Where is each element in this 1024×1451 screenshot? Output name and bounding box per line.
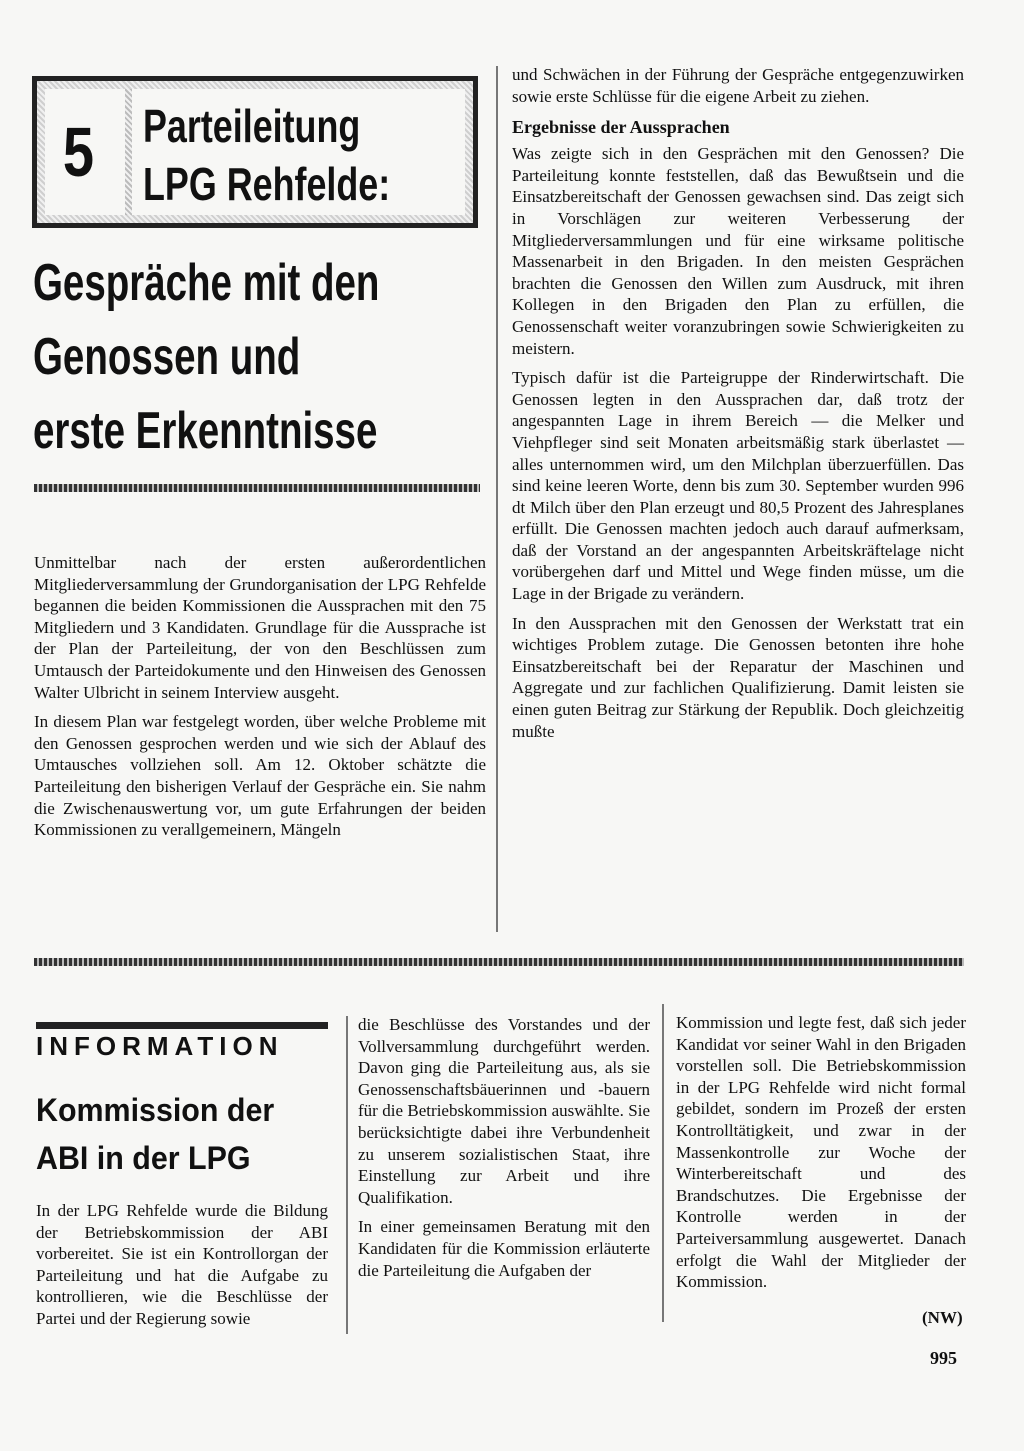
info-column-separator (662, 1004, 664, 1322)
signature: (NW) (922, 1308, 963, 1327)
info-column-3 (676, 1012, 966, 1301)
info-column-separator (346, 1016, 348, 1334)
section-heading: Ergebnisse der Aussprachen (512, 117, 730, 138)
info-title-line-2: ABI in der LPG (36, 1140, 251, 1176)
paragraph: Unmittelbar nach der ersten außerordentlichen Mitgliederversammlung der Grundorganisation der LPG Rehfelde begannen die beiden Kommissionen die Aussprachen mit den 75 Mitgliedern und 3 Kandidaten. Grundlage für die Aussprache ist der Plan der Parteileitung, der von den Beschlüssen zum Umtausch der Parteidokumente und den Hinweisen des Genossen Walter Ulbricht in seinem Interview ausgeht. (34, 553, 486, 702)
info-label: INFORMATION (36, 1022, 328, 1063)
info-column-2 (358, 1014, 650, 1289)
column-separator (496, 66, 498, 932)
title-line-3: erste Erkenntnisse (33, 402, 378, 460)
header-line-2: LPG Rehfelde: (143, 158, 391, 210)
title-rule (34, 484, 480, 492)
paragraph: In der LPG Rehfelde wurde die Bildung der Betriebskommission der ABI vorbereitet. Sie ist ein Kontrollorgan der Parteileitung und hat die Aufgabe zu kontrollieren, wie die Beschlüsse der Partei und der Regierung sowie (36, 1201, 328, 1328)
paragraph: Kommission und legte fest, daß sich jeder Kandidat vor seiner Wahl in den Brigaden vorstellen soll. Die Betriebskommission in der LPG Rehfelde wird nicht formal gebildet, sondern im Prozeß der ersten Kontrolltätigkeit, und zwar in der Massenkontrolle zur Woche der Winterbereitschaft und des Brandschutzes. Die Ergebnisse der Kontrolle werden in der Parteiversammlung ausgewertet. Danach erfolgt die Wahl der Mitglieder der Kommission. (676, 1013, 966, 1292)
page-number: 995 (930, 1348, 957, 1368)
paragraph: In den Aussprachen mit den Genossen der Werkstatt trat ein wichtiges Problem zutage. Die Genossen betonten ihre hohe Einsatzbereitschaft bei der Reparatur der Maschinen und Aggregate und zur fachlichen Qualifizierung. Damit leisten sie einen guten Beitrag zur Stärkung der Republik. Doch gleichzeitig mußte (512, 613, 964, 741)
article-title (33, 246, 379, 468)
article-header-box (32, 76, 478, 228)
article-left-column (34, 552, 486, 849)
article-header-inner (45, 89, 465, 215)
paragraph: und Schwächen in der Führung der Gespräche entgegenzuwirken sowie erste Schlüsse für die eigene Arbeit zu ziehen. (512, 65, 964, 106)
paragraph: die Beschlüsse des Vorstandes und der Vollversammlung durchgeführt werden. Davon ging die Parteileitung aus, als sie Genossenschaftsbäuerinnen und -bauern für die Betriebskommission auswählte. Sie berücksichtigte dabei ihre Verbundenheit zu unserem sozialistischen Staat, ihre Einstellung zur Arbeit und ihre Qualifikation. (358, 1015, 650, 1207)
section-divider (34, 958, 964, 966)
info-column-1 (36, 1200, 328, 1338)
info-title (36, 1086, 274, 1182)
article-number: 5 (62, 113, 95, 191)
article-right-column (512, 64, 964, 750)
title-line-2: Genossen und (33, 328, 301, 386)
paragraph: In diesem Plan war festgelegt worden, über welche Probleme mit den Genossen gesprochen werden und wie sich der Ablauf des Umtausches vollziehen soll. Am 12. Oktober schätzte die Parteileitung den bisherigen Verlauf der Gespräche ein. Sie nahm die Zwischenauswertung vor, um gute Erfahrungen der beiden Kommissionen zu verallgemeinern, Mängeln (34, 712, 486, 840)
article-header-title (143, 97, 390, 213)
header-line-1: Parteileitung (143, 100, 361, 152)
paragraph: Was zeigte sich in den Gesprächen mit den Genossen? Die Parteileitung konnte feststellen, daß das Bewußtsein und die Einsatzbereitschaft der Genossen gewachsen sind. Das zeigt sich in Vorschlägen zur weiteren Verbesserung der Mitgliederversammlungen und für eine wirksame politische Massenarbeit in den Brigaden. In den meisten Gesprächen brachten die Genossen den Willen zum Ausdruck, mit ihren Kollegen in den Brigaden den Plan zu erfüllen, die Genossenschaft weiter voranzubringen sowie Schwierigkeiten zu meistern. (512, 144, 964, 358)
header-separator (125, 89, 132, 215)
paragraph: Typisch dafür ist die Parteigruppe der Rinderwirtschaft. Die Genossen legten in den Aussprachen dar, daß trotz der angespannten Lage in ihrem Bereich — die Melker und Viehpfleger sind seit Monaten arbeitsmäßig stark überlastet — alles unternommen wird, um den Milchplan überzuerfüllen. Das sind keine leeren Worte, denn bis zum 30. September wurden 996 dt Milch über den Plan erzeugt und 80,5 Prozent des Jahresplanes erfüllt. Die Genossen machten jedoch auch darauf aufmerksam, daß der Vorstand an der angespannten Arbeitskräftelage nicht vorübergehen darf und Mittel und Wege finden müsse, um die Lage in der Brigade zu verändern. (512, 368, 964, 604)
title-line-1: Gespräche mit den (33, 254, 380, 312)
info-title-line-1: Kommission der (36, 1092, 275, 1128)
paragraph: In einer gemeinsamen Beratung mit den Kandidaten für die Kommission erläuterte die Parteileitung die Aufgaben der (358, 1217, 650, 1280)
